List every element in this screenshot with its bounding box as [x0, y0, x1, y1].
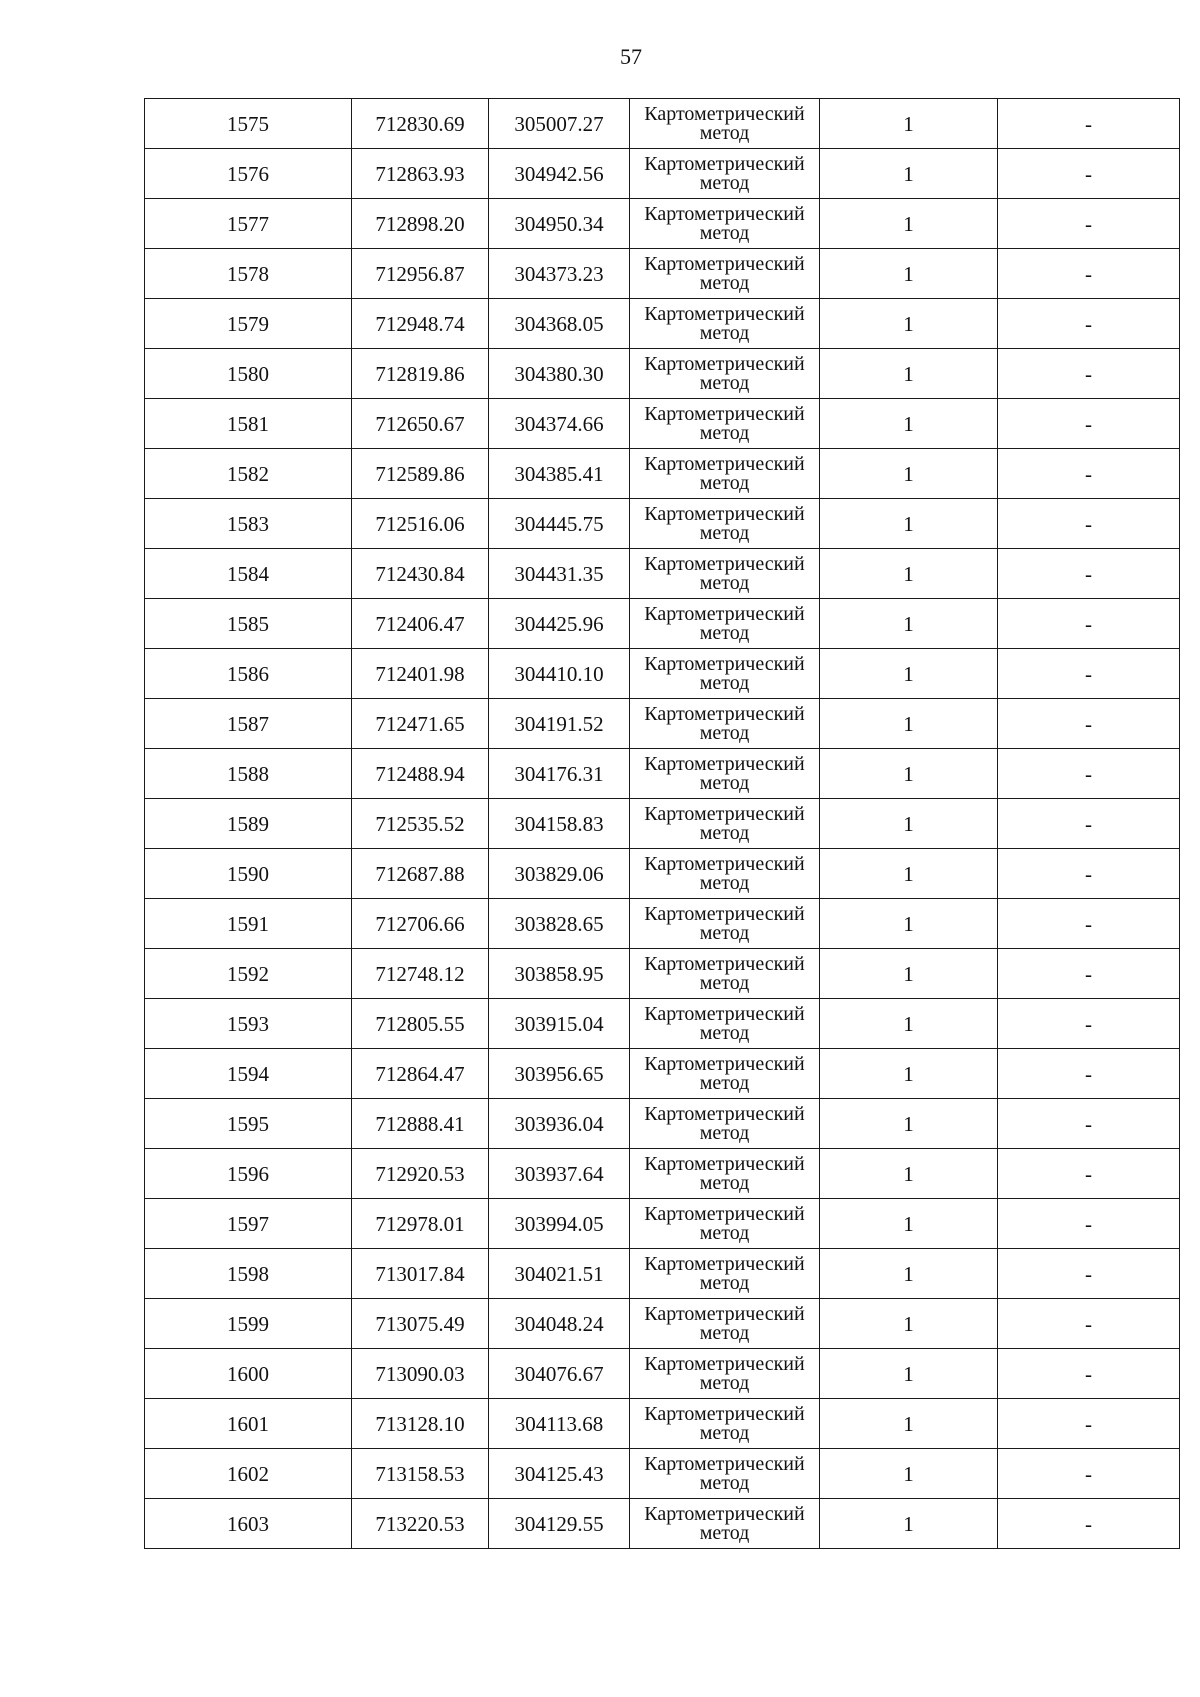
note-cell: - — [998, 599, 1180, 649]
method-cell — [630, 449, 820, 499]
x-coordinate-cell: 712687.88 — [352, 849, 489, 899]
table-row — [145, 1049, 1180, 1099]
y-coordinate-cell: 304380.30 — [489, 349, 630, 399]
method-text-line-2: метод — [699, 972, 750, 994]
table-row — [145, 199, 1180, 249]
method-text-line-1: Картометрический — [644, 1353, 805, 1375]
note-cell: - — [998, 199, 1180, 249]
method-text-line-1: Картометрический — [644, 203, 805, 225]
point-number-cell: 1598 — [145, 1249, 352, 1299]
y-coordinate-cell: 303858.95 — [489, 949, 630, 999]
point-number-cell: 1602 — [145, 1449, 352, 1499]
y-coordinate-cell: 304942.56 — [489, 149, 630, 199]
table-row — [145, 549, 1180, 599]
y-coordinate-cell: 304076.67 — [489, 1349, 630, 1399]
point-number-cell: 1597 — [145, 1199, 352, 1249]
method-cell — [630, 1399, 820, 1449]
method-cell — [630, 99, 820, 149]
method-cell — [630, 699, 820, 749]
point-number-cell: 1601 — [145, 1399, 352, 1449]
point-number-cell: 1592 — [145, 949, 352, 999]
accuracy-cell: 1 — [820, 1099, 998, 1149]
y-coordinate-cell: 303956.65 — [489, 1049, 630, 1099]
x-coordinate-cell: 712706.66 — [352, 899, 489, 949]
method-text-line-1: Картометрический — [644, 103, 805, 125]
table-row — [145, 1149, 1180, 1199]
note-cell: - — [998, 749, 1180, 799]
x-coordinate-cell: 712898.20 — [352, 199, 489, 249]
x-coordinate-cell: 713017.84 — [352, 1249, 489, 1299]
x-coordinate-cell: 712650.67 — [352, 399, 489, 449]
method-cell — [630, 749, 820, 799]
method-text-line-2: метод — [699, 872, 750, 894]
method-text-line-1: Картометрический — [644, 253, 805, 275]
method-text-line-1: Картометрический — [644, 1103, 805, 1125]
method-text-line-2: метод — [699, 122, 750, 144]
accuracy-cell: 1 — [820, 1349, 998, 1399]
accuracy-cell: 1 — [820, 349, 998, 399]
method-text-line-2: метод — [699, 1522, 750, 1544]
point-number-cell: 1586 — [145, 649, 352, 699]
method-text-line-1: Картометрический — [644, 1303, 805, 1325]
page-number: 57 — [620, 44, 642, 69]
method-text-line-1: Картометрический — [644, 753, 805, 775]
table-row — [145, 1299, 1180, 1349]
method-text-line-2: метод — [699, 272, 750, 294]
accuracy-cell: 1 — [820, 549, 998, 599]
note-cell: - — [998, 449, 1180, 499]
coordinates-table — [144, 98, 1180, 1549]
y-coordinate-cell: 304385.41 — [489, 449, 630, 499]
y-coordinate-cell: 303936.04 — [489, 1099, 630, 1149]
accuracy-cell: 1 — [820, 1499, 998, 1549]
table-row — [145, 749, 1180, 799]
y-coordinate-cell: 303829.06 — [489, 849, 630, 899]
accuracy-cell: 1 — [820, 1399, 998, 1449]
note-cell: - — [998, 1299, 1180, 1349]
x-coordinate-cell: 712956.87 — [352, 249, 489, 299]
method-text-line-2: метод — [699, 1472, 750, 1494]
y-coordinate-cell: 304431.35 — [489, 549, 630, 599]
y-coordinate-cell: 303994.05 — [489, 1199, 630, 1249]
x-coordinate-cell: 712471.65 — [352, 699, 489, 749]
method-text-line-2: метод — [699, 822, 750, 844]
x-coordinate-cell: 712406.47 — [352, 599, 489, 649]
table-row — [145, 1499, 1180, 1549]
table-row — [145, 1399, 1180, 1449]
note-cell: - — [998, 549, 1180, 599]
method-text-line-1: Картометрический — [644, 653, 805, 675]
method-text-line-1: Картометрический — [644, 603, 805, 625]
method-cell — [630, 599, 820, 649]
accuracy-cell: 1 — [820, 999, 998, 1049]
method-text-line-1: Картометрический — [644, 303, 805, 325]
point-number-cell: 1599 — [145, 1299, 352, 1349]
x-coordinate-cell: 712589.86 — [352, 449, 489, 499]
method-cell — [630, 1199, 820, 1249]
note-cell: - — [998, 149, 1180, 199]
point-number-cell: 1594 — [145, 1049, 352, 1099]
method-text-line-1: Картометрический — [644, 1403, 805, 1425]
method-cell — [630, 199, 820, 249]
point-number-cell: 1603 — [145, 1499, 352, 1549]
table-row — [145, 249, 1180, 299]
method-cell — [630, 499, 820, 549]
accuracy-cell: 1 — [820, 199, 998, 249]
method-text-line-2: метод — [699, 572, 750, 594]
method-cell — [630, 549, 820, 599]
table-row — [145, 349, 1180, 399]
method-cell — [630, 849, 820, 899]
accuracy-cell: 1 — [820, 1249, 998, 1299]
method-text-line-2: метод — [699, 1422, 750, 1444]
method-cell — [630, 249, 820, 299]
note-cell: - — [998, 899, 1180, 949]
y-coordinate-cell: 304158.83 — [489, 799, 630, 849]
method-text-line-1: Картометрический — [644, 1153, 805, 1175]
method-text-line-2: метод — [699, 522, 750, 544]
point-number-cell: 1593 — [145, 999, 352, 1049]
method-cell — [630, 799, 820, 849]
note-cell: - — [998, 1399, 1180, 1449]
note-cell: - — [998, 249, 1180, 299]
method-text-line-1: Картометрический — [644, 1203, 805, 1225]
method-text-line-1: Картометрический — [644, 153, 805, 175]
point-number-cell: 1591 — [145, 899, 352, 949]
note-cell: - — [998, 949, 1180, 999]
y-coordinate-cell: 304374.66 — [489, 399, 630, 449]
method-text-line-1: Картометрический — [644, 1453, 805, 1475]
accuracy-cell: 1 — [820, 899, 998, 949]
method-text-line-1: Картометрический — [644, 1253, 805, 1275]
table-row — [145, 899, 1180, 949]
x-coordinate-cell: 713220.53 — [352, 1499, 489, 1549]
method-text-line-1: Картометрический — [644, 553, 805, 575]
note-cell: - — [998, 349, 1180, 399]
point-number-cell: 1596 — [145, 1149, 352, 1199]
coordinates-table-body — [145, 99, 1180, 1549]
x-coordinate-cell: 712864.47 — [352, 1049, 489, 1099]
accuracy-cell: 1 — [820, 649, 998, 699]
method-cell — [630, 1149, 820, 1199]
method-text-line-2: метод — [699, 1322, 750, 1344]
method-text-line-2: метод — [699, 472, 750, 494]
note-cell: - — [998, 299, 1180, 349]
point-number-cell: 1588 — [145, 749, 352, 799]
x-coordinate-cell: 713090.03 — [352, 1349, 489, 1399]
method-text-line-2: метод — [699, 722, 750, 744]
method-text-line-2: метод — [699, 1072, 750, 1094]
method-text-line-2: метод — [699, 372, 750, 394]
x-coordinate-cell: 712888.41 — [352, 1099, 489, 1149]
x-coordinate-cell: 712978.01 — [352, 1199, 489, 1249]
note-cell: - — [998, 1349, 1180, 1399]
note-cell: - — [998, 1199, 1180, 1249]
x-coordinate-cell: 712920.53 — [352, 1149, 489, 1199]
accuracy-cell: 1 — [820, 1449, 998, 1499]
method-text-line-2: метод — [699, 1122, 750, 1144]
note-cell: - — [998, 699, 1180, 749]
table-row — [145, 449, 1180, 499]
y-coordinate-cell: 305007.27 — [489, 99, 630, 149]
y-coordinate-cell: 303915.04 — [489, 999, 630, 1049]
accuracy-cell: 1 — [820, 399, 998, 449]
table-row — [145, 499, 1180, 549]
accuracy-cell: 1 — [820, 1149, 998, 1199]
note-cell: - — [998, 1099, 1180, 1149]
x-coordinate-cell: 712516.06 — [352, 499, 489, 549]
accuracy-cell: 1 — [820, 499, 998, 549]
y-coordinate-cell: 304425.96 — [489, 599, 630, 649]
method-text-line-2: метод — [699, 222, 750, 244]
note-cell: - — [998, 1449, 1180, 1499]
point-number-cell: 1578 — [145, 249, 352, 299]
method-cell — [630, 399, 820, 449]
accuracy-cell: 1 — [820, 949, 998, 999]
accuracy-cell: 1 — [820, 99, 998, 149]
method-text-line-2: метод — [699, 672, 750, 694]
point-number-cell: 1585 — [145, 599, 352, 649]
table-row — [145, 399, 1180, 449]
method-cell — [630, 149, 820, 199]
method-text-line-2: метод — [699, 1272, 750, 1294]
method-cell — [630, 1449, 820, 1499]
note-cell: - — [998, 999, 1180, 1049]
table-row — [145, 1449, 1180, 1499]
method-text-line-1: Картометрический — [644, 453, 805, 475]
table-row — [145, 299, 1180, 349]
y-coordinate-cell: 303828.65 — [489, 899, 630, 949]
method-cell — [630, 1099, 820, 1149]
table-row — [145, 1249, 1180, 1299]
y-coordinate-cell: 304048.24 — [489, 1299, 630, 1349]
method-cell — [630, 1049, 820, 1099]
accuracy-cell: 1 — [820, 599, 998, 649]
method-text-line-1: Картометрический — [644, 1503, 805, 1525]
method-text-line-1: Картометрический — [644, 403, 805, 425]
point-number-cell: 1577 — [145, 199, 352, 249]
x-coordinate-cell: 712948.74 — [352, 299, 489, 349]
y-coordinate-cell: 304445.75 — [489, 499, 630, 549]
method-cell — [630, 1499, 820, 1549]
point-number-cell: 1579 — [145, 299, 352, 349]
table-row — [145, 699, 1180, 749]
note-cell: - — [998, 849, 1180, 899]
point-number-cell: 1581 — [145, 399, 352, 449]
accuracy-cell: 1 — [820, 449, 998, 499]
method-text-line-1: Картометрический — [644, 1053, 805, 1075]
y-coordinate-cell: 304125.43 — [489, 1449, 630, 1499]
point-number-cell: 1582 — [145, 449, 352, 499]
accuracy-cell: 1 — [820, 1199, 998, 1249]
note-cell: - — [998, 399, 1180, 449]
method-text-line-2: метод — [699, 172, 750, 194]
method-text-line-2: метод — [699, 322, 750, 344]
x-coordinate-cell: 712401.98 — [352, 649, 489, 699]
y-coordinate-cell: 304191.52 — [489, 699, 630, 749]
x-coordinate-cell: 712430.84 — [352, 549, 489, 599]
table-row — [145, 1199, 1180, 1249]
method-cell — [630, 1249, 820, 1299]
note-cell: - — [998, 499, 1180, 549]
x-coordinate-cell: 712863.93 — [352, 149, 489, 199]
accuracy-cell: 1 — [820, 149, 998, 199]
point-number-cell: 1580 — [145, 349, 352, 399]
accuracy-cell: 1 — [820, 249, 998, 299]
note-cell: - — [998, 1049, 1180, 1099]
method-cell — [630, 1349, 820, 1399]
method-text-line-2: метод — [699, 622, 750, 644]
y-coordinate-cell: 304176.31 — [489, 749, 630, 799]
method-cell — [630, 1299, 820, 1349]
table-row — [145, 849, 1180, 899]
method-text-line-2: метод — [699, 1372, 750, 1394]
method-text-line-2: метод — [699, 772, 750, 794]
table-row — [145, 799, 1180, 849]
method-cell — [630, 899, 820, 949]
table-row — [145, 949, 1180, 999]
y-coordinate-cell: 303937.64 — [489, 1149, 630, 1199]
point-number-cell: 1589 — [145, 799, 352, 849]
accuracy-cell: 1 — [820, 799, 998, 849]
accuracy-cell: 1 — [820, 699, 998, 749]
note-cell: - — [998, 649, 1180, 699]
point-number-cell: 1583 — [145, 499, 352, 549]
note-cell: - — [998, 99, 1180, 149]
method-cell — [630, 999, 820, 1049]
point-number-cell: 1590 — [145, 849, 352, 899]
point-number-cell: 1584 — [145, 549, 352, 599]
x-coordinate-cell: 713075.49 — [352, 1299, 489, 1349]
y-coordinate-cell: 304021.51 — [489, 1249, 630, 1299]
x-coordinate-cell: 713128.10 — [352, 1399, 489, 1449]
y-coordinate-cell: 304368.05 — [489, 299, 630, 349]
note-cell: - — [998, 799, 1180, 849]
method-text-line-1: Картометрический — [644, 803, 805, 825]
point-number-cell: 1587 — [145, 699, 352, 749]
method-text-line-2: метод — [699, 422, 750, 444]
table-row — [145, 999, 1180, 1049]
x-coordinate-cell: 712819.86 — [352, 349, 489, 399]
note-cell: - — [998, 1249, 1180, 1299]
accuracy-cell: 1 — [820, 749, 998, 799]
method-text-line-1: Картометрический — [644, 353, 805, 375]
x-coordinate-cell: 712748.12 — [352, 949, 489, 999]
accuracy-cell: 1 — [820, 1299, 998, 1349]
table-row — [145, 149, 1180, 199]
method-cell — [630, 349, 820, 399]
method-text-line-2: метод — [699, 1172, 750, 1194]
y-coordinate-cell: 304410.10 — [489, 649, 630, 699]
method-text-line-1: Картометрический — [644, 1003, 805, 1025]
method-text-line-2: метод — [699, 922, 750, 944]
point-number-cell: 1595 — [145, 1099, 352, 1149]
y-coordinate-cell: 304113.68 — [489, 1399, 630, 1449]
y-coordinate-cell: 304950.34 — [489, 199, 630, 249]
method-cell — [630, 299, 820, 349]
table-row — [145, 1349, 1180, 1399]
y-coordinate-cell: 304373.23 — [489, 249, 630, 299]
point-number-cell: 1575 — [145, 99, 352, 149]
x-coordinate-cell: 712830.69 — [352, 99, 489, 149]
method-text-line-2: метод — [699, 1222, 750, 1244]
method-text-line-2: метод — [699, 1022, 750, 1044]
x-coordinate-cell: 712488.94 — [352, 749, 489, 799]
table-row — [145, 1099, 1180, 1149]
note-cell: - — [998, 1149, 1180, 1199]
x-coordinate-cell: 712805.55 — [352, 999, 489, 1049]
accuracy-cell: 1 — [820, 849, 998, 899]
accuracy-cell: 1 — [820, 1049, 998, 1099]
method-text-line-1: Картометрический — [644, 703, 805, 725]
note-cell: - — [998, 1499, 1180, 1549]
table-row — [145, 649, 1180, 699]
method-text-line-1: Картометрический — [644, 503, 805, 525]
table-row — [145, 599, 1180, 649]
method-text-line-1: Картометрический — [644, 953, 805, 975]
point-number-cell: 1600 — [145, 1349, 352, 1399]
method-text-line-1: Картометрический — [644, 903, 805, 925]
x-coordinate-cell: 712535.52 — [352, 799, 489, 849]
accuracy-cell: 1 — [820, 299, 998, 349]
method-text-line-1: Картометрический — [644, 853, 805, 875]
y-coordinate-cell: 304129.55 — [489, 1499, 630, 1549]
table-row — [145, 99, 1180, 149]
x-coordinate-cell: 713158.53 — [352, 1449, 489, 1499]
method-cell — [630, 949, 820, 999]
point-number-cell: 1576 — [145, 149, 352, 199]
method-cell — [630, 649, 820, 699]
